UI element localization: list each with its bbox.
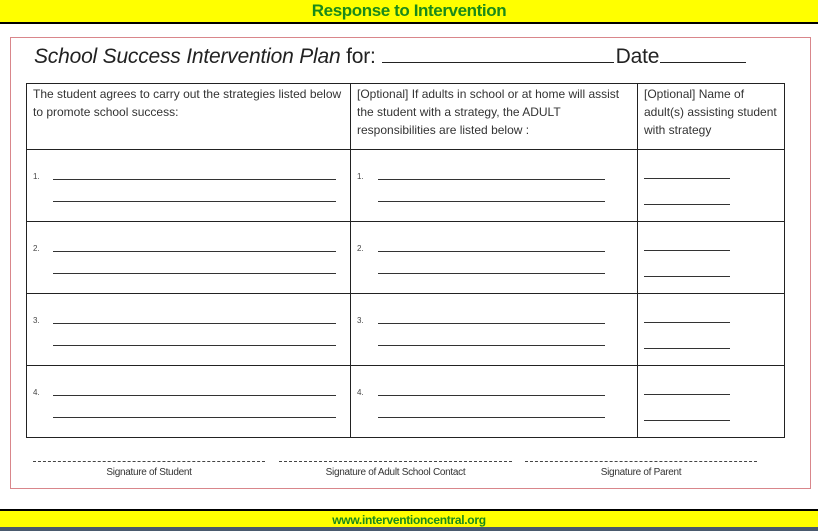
signature-label: Signature of Student bbox=[106, 467, 192, 478]
adult-responsibility-cell[interactable] bbox=[351, 294, 638, 366]
header-student-strategies: The student agrees to carry out the strategies listed below to promote school success: bbox=[27, 84, 351, 150]
write-line[interactable] bbox=[644, 348, 730, 349]
footer-url[interactable]: www.interventioncentral.org bbox=[332, 513, 486, 527]
adult-name-cell[interactable] bbox=[638, 294, 785, 366]
student-strategy-cell[interactable] bbox=[27, 222, 351, 294]
signature-line[interactable] bbox=[279, 461, 512, 462]
footer-banner bbox=[0, 509, 818, 529]
date-label: Date bbox=[615, 45, 660, 68]
row-number: 1. bbox=[33, 172, 40, 181]
row-number: 4. bbox=[33, 388, 40, 397]
adult-responsibility-cell[interactable] bbox=[351, 222, 638, 294]
row-number: 2. bbox=[357, 244, 364, 253]
row-number: 2. bbox=[33, 244, 40, 253]
row-number: 3. bbox=[33, 316, 40, 325]
student-strategy-cell[interactable] bbox=[27, 366, 351, 438]
table-row bbox=[27, 294, 785, 366]
adult-responsibility-cell[interactable] bbox=[351, 366, 638, 438]
write-line[interactable] bbox=[644, 276, 730, 277]
signature-parent[interactable] bbox=[525, 455, 757, 478]
signature-line[interactable] bbox=[525, 461, 757, 462]
write-line[interactable] bbox=[53, 417, 336, 418]
write-line[interactable] bbox=[53, 345, 336, 346]
write-line[interactable] bbox=[53, 201, 336, 202]
header-title: Response to Intervention bbox=[311, 1, 507, 20]
write-line[interactable] bbox=[378, 273, 605, 274]
signature-section bbox=[0, 455, 818, 485]
date-field[interactable] bbox=[660, 44, 746, 63]
adult-responsibility-cell[interactable] bbox=[351, 150, 638, 222]
plan-title-text: School Success Intervention Plan bbox=[34, 45, 341, 68]
student-strategy-cell[interactable] bbox=[27, 294, 351, 366]
row-number: 3. bbox=[357, 316, 364, 325]
write-line[interactable] bbox=[53, 251, 336, 252]
write-line[interactable] bbox=[378, 179, 605, 180]
write-line[interactable] bbox=[644, 420, 730, 421]
write-line[interactable] bbox=[378, 251, 605, 252]
plan-title bbox=[34, 44, 746, 69]
plan-title-for: for: bbox=[340, 45, 376, 68]
write-line[interactable] bbox=[378, 395, 605, 396]
signature-label: Signature of Parent bbox=[600, 467, 682, 478]
write-line[interactable] bbox=[378, 417, 605, 418]
row-number: 4. bbox=[357, 388, 364, 397]
table-row bbox=[27, 150, 785, 222]
table-header-row bbox=[27, 84, 785, 150]
write-line[interactable] bbox=[378, 201, 605, 202]
table-row bbox=[27, 366, 785, 438]
adult-name-cell[interactable] bbox=[638, 222, 785, 294]
student-strategy-cell[interactable] bbox=[27, 150, 351, 222]
write-line[interactable] bbox=[53, 395, 336, 396]
write-line[interactable] bbox=[644, 394, 730, 395]
write-line[interactable] bbox=[53, 273, 336, 274]
write-line[interactable] bbox=[644, 322, 730, 323]
write-line[interactable] bbox=[644, 250, 730, 251]
signature-label: Signature of Adult School Contact bbox=[325, 467, 466, 478]
write-line[interactable] bbox=[378, 323, 605, 324]
header-adult-responsibilities: [Optional] If adults in school or at home will assist the student with a strategy, the ADULT responsibilities are listed below : bbox=[351, 84, 638, 150]
signature-student[interactable] bbox=[33, 455, 265, 478]
write-line[interactable] bbox=[644, 204, 730, 205]
header-adult-names: [Optional] Name of adult(s) assisting student with strategy bbox=[638, 84, 785, 150]
intervention-table bbox=[26, 83, 785, 438]
table-row bbox=[27, 222, 785, 294]
signature-adult-contact[interactable] bbox=[279, 455, 512, 478]
header-banner bbox=[0, 0, 818, 24]
write-line[interactable] bbox=[53, 323, 336, 324]
signature-line[interactable] bbox=[33, 461, 265, 462]
write-line[interactable] bbox=[53, 179, 336, 180]
student-name-field[interactable] bbox=[382, 44, 614, 63]
footer-strip bbox=[0, 527, 818, 531]
write-line[interactable] bbox=[644, 178, 730, 179]
adult-name-cell[interactable] bbox=[638, 366, 785, 438]
row-number: 1. bbox=[357, 172, 364, 181]
write-line[interactable] bbox=[378, 345, 605, 346]
adult-name-cell[interactable] bbox=[638, 150, 785, 222]
